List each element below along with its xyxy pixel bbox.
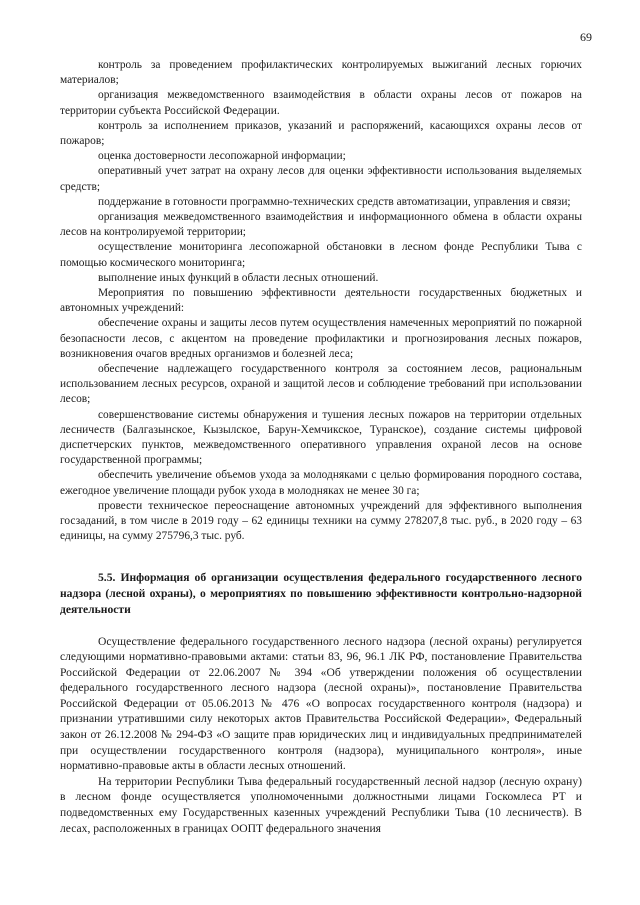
list-item: оценка достоверности лесопожарной информации; xyxy=(98,150,346,163)
list-item: контроль за проведением профилактических контролируемых выжиганий лесных горючих материалов; xyxy=(60,59,582,87)
list-item: выполнение иных функций в области лесных отношений. xyxy=(98,271,379,284)
section-title: 5.5. Информация об организации осуществления федерального государственного лесного надзора (лесной охраны), о мероприятиях по повышению эффективности контрольно-надзорной деятельности xyxy=(60,570,582,616)
list-item: организация межведомственного взаимодействия в области охраны лесов от пожаров на территории субъекта Российской Федерации. xyxy=(60,89,582,117)
list-item: поддержание в готовности программно-технических средств автоматизации, управления и связи; xyxy=(98,195,571,208)
section-paragraph: На территории Республики Тыва федеральный государственный лесной надзор (лесную охрану) в лесном фонде осуществляется уполномоченными должностными лицами Госкомлеса РТ и подведомственных ему Государственных казенных учреждений Республики Тыва (10 лесничеств). В лесах, расположенных в границах ООПТ федерального значения xyxy=(60,774,582,835)
list-item: совершенствование системы обнаружения и тушения лесных пожаров на территории отдельных лесничеств (Балгазынское, Кызылское, Барун-Хемчикское, Туранское), создание системы цифровой диспетчерских пунктов, межведомственного оперативного управления охраной лесов на основе государственной программы; xyxy=(60,408,582,467)
list-item: провести техническое переоснащение автономных учреждений для эффективного выполнения госзаданий, в том числе в 2019 году – 62 единицы техники на сумму 278207,8 тыс. руб., в 2020 году – 63 единицы, на сумму 275796,3 тыс. руб. xyxy=(60,499,582,543)
page-number: 69 xyxy=(580,30,592,44)
document-body xyxy=(60,58,582,836)
list-item: обеспечить увеличение объемов ухода за молодняками с целью формирования породного состава, ежегодное увеличение площади рубок ухода в молодняках не менее 30 га; xyxy=(60,469,582,497)
section-paragraph: Осуществление федерального государственного лесного надзора (лесной охраны) регулируется следующими нормативно-правовыми актами: статьи 83, 96, 96.1 ЛК РФ, постановление Правительства Российской Федерации от 22.06.2007 № 394 «Об утверждении положения об осуществлении федерального государственного лесного надзора (лесной охраны)», постановление Правительства Российской Федерации от 05.06.2013 № 476 «О вопросах государственного контроля (надзора) и признании утратившими силу некоторых актов Правительства Российской Федерации», Федеральный закон от 26.12.2008 № 294-ФЗ «О защите прав юридических лиц и индивидуальных предпринимателей при осуществлении государственного контроля (надзора), муниципального контроля», иные нормативно-правовые акты в области лесных отношений. xyxy=(60,634,582,773)
list-item: контроль за исполнением приказов, указаний и распоряжений, касающихся охраны лесов от пожаров; xyxy=(60,119,582,148)
measures-intro: Мероприятия по повышению эффективности деятельности государственных бюджетных и автономных учреждений: xyxy=(60,287,582,315)
spacer xyxy=(60,618,582,634)
list-item: организация межведомственного взаимодействия и информационного обмена в области охраны лесов на контролируемой территории; xyxy=(60,211,582,239)
list-item: оперативный учет затрат на охрану лесов для оценки эффективности использования выделяемых средств; xyxy=(60,165,582,193)
list-item: обеспечение охраны и защиты лесов путем осуществления намеченных мероприятий по пожарной безопасности лесов, с акцентом на проведение профилактики и прогнозирования лесных пожаров, возникновения очагов вредных организмов и болезней леса; xyxy=(60,317,582,360)
list-item: осуществление мониторинга лесопожарной обстановки в лесном фонде Республики Тыва с помощью космического мониторинга; xyxy=(60,241,582,269)
list-item: обеспечение надлежащего государственного контроля за состоянием лесов, рациональным использованием лесных ресурсов, охраной и защитой лесов и соблюдение требований при использовании лесов; xyxy=(60,363,582,406)
section-text xyxy=(60,634,582,837)
